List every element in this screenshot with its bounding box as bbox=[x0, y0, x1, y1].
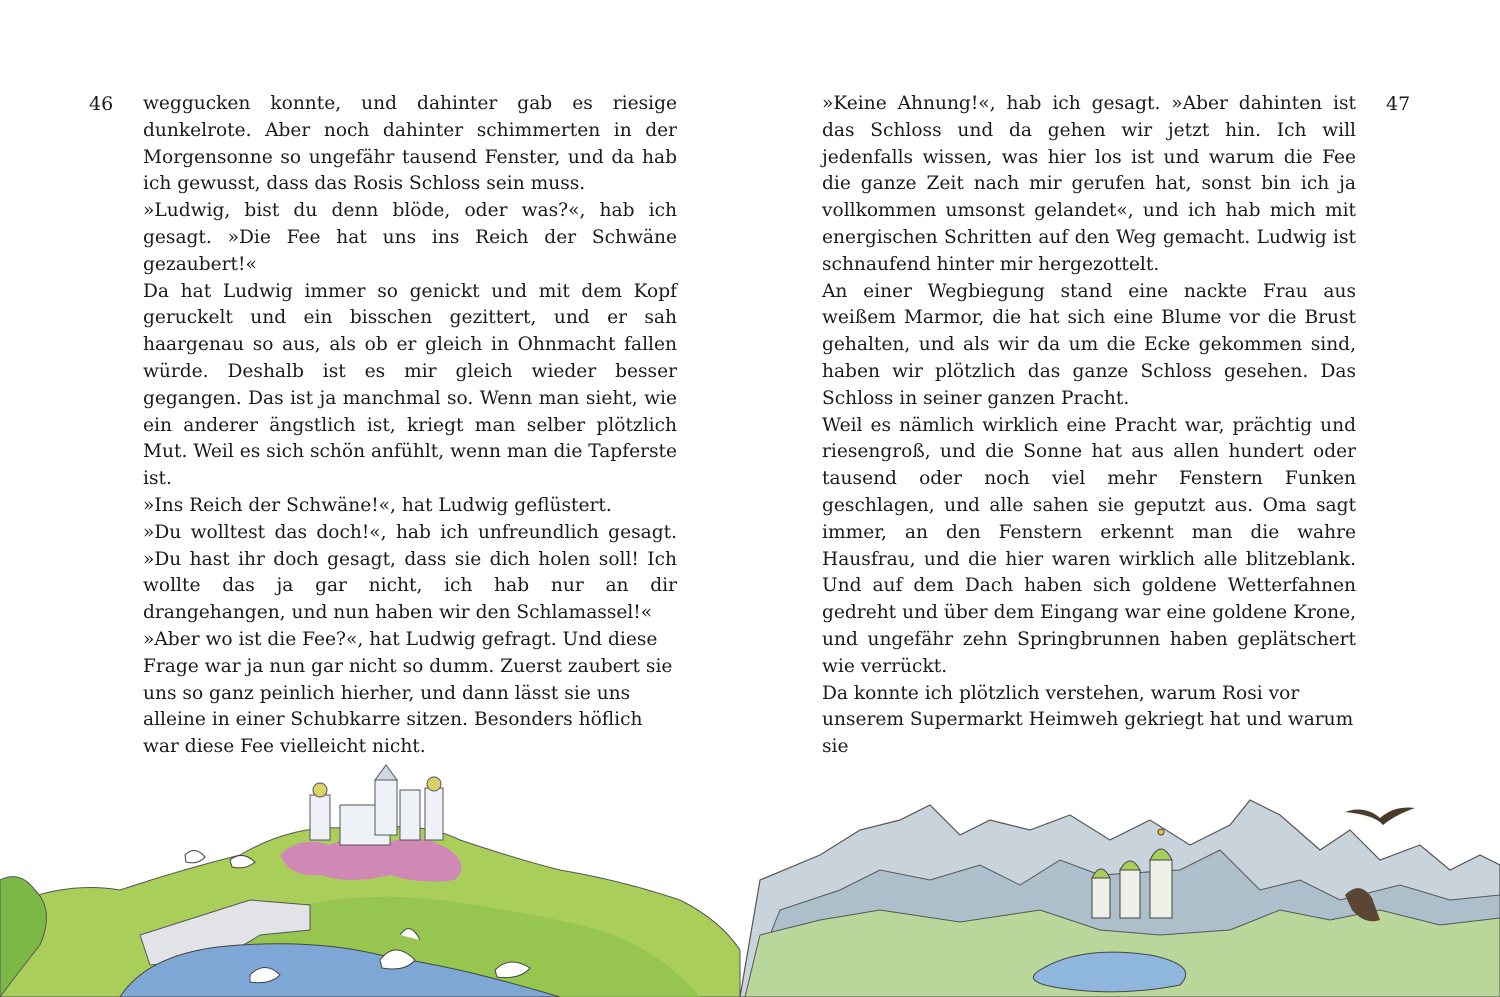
paragraph: weggucken konnte, und dahinter gab es riesige dunkelrote. Aber noch dahinter schimmerten in der Morgensonne so ungefähr tausend Fenster, und da hab ich gewusst, dass das Rosis Schloss sein muss. bbox=[143, 93, 677, 195]
paragraph: Weil es nämlich wirklich eine Pracht war, prächtig und riesengroß, und die Sonne hat aus allen hundert oder tausend oder noch viel mehr Fenstern Funken geschlagen, und alle sahen sie geputzt aus. Oma sagt immer, an den Fenstern erkennt man die wahre Hausfrau, und die hier waren wirklich alle blitzeblank. Und auf dem Dach haben sich goldene Wetterfahnen gedreht und über dem Eingang war eine goldene Krone, und ungefähr zehn Springbrunnen haben geplätschert wie verrückt. bbox=[822, 414, 1356, 677]
paragraph: Da hat Ludwig immer so genickt und mit dem Kopf geruckelt und ein bisschen gezittert, und er sah haargenau so aus, als ob er gleich in Ohnmacht fallen würde. Deshalb ist es mir gleich wieder besser gegangen. Das ist ja manchmal so. Wenn man sieht, wie ein anderer ängstlich ist, kriegt man selber plötzlich Mut. Weil es sich schön anfühlt, wenn man die Tapferste ist. bbox=[143, 280, 677, 490]
landscape-illustration bbox=[0, 760, 1500, 997]
paragraph: »Du wolltest das doch!«, hab ich unfreundlich gesagt. »Du hast ihr doch gesagt, dass sie dich holen soll! Ich wollte das ja gar nicht, ich hab nur an dir drangehangen, und nun haben wir den Schlamassel!« bbox=[143, 521, 677, 624]
paragraph: »Ludwig, bist du denn blöde, oder was?«, hab ich gesagt. »Die Fee hat uns ins Reich der Schwäne gezaubert!« bbox=[143, 200, 677, 275]
paragraph: »Ins Reich der Schwäne!«, hat Ludwig geflüstert. bbox=[143, 494, 612, 516]
paragraph: »Keine Ahnung!«, hab ich gesagt. »Aber dahinten ist das Schloss und da gehen wir jetzt hin. Ich will jedenfalls wissen, was hier los ist und warum die Fee die ganze Zeit nach mir gerufen hat, sonst bin ich ja vollkommen umsonst gelandet«, und ich hab mich mit energischen Schritten auf den Weg gemacht. Ludwig ist schnaufend hinter mir hergezottelt. bbox=[822, 93, 1356, 275]
page-number-left: 46 bbox=[89, 93, 114, 115]
paragraph: »Aber wo ist die Fee?«, hat Ludwig gefragt. Und diese Frage war ja nun gar nicht so dumm. Zuerst zaubert sie uns so ganz peinlich hierher, und dann lässt sie uns alleine in einer Schubkarre sitzen. Besonders höflich war diese Fee vielleicht nicht. bbox=[143, 628, 673, 758]
right-page-text bbox=[822, 91, 1356, 761]
paragraph: Da konnte ich plötzlich verstehen, warum Rosi vor unserem Supermarkt Heimweh gekriegt hat und warum sie bbox=[822, 682, 1354, 758]
paragraph: An einer Wegbiegung stand eine nackte Frau aus weißem Marmor, die hat sich eine Blume vor die Brust gehalten, und als wir da um die Ecke gekommen sind, haben wir plötzlich das ganze Schloss gesehen. Das Schloss in seiner ganzen Pracht. bbox=[822, 280, 1356, 409]
left-page-text bbox=[143, 91, 677, 761]
bird-flying bbox=[1345, 807, 1415, 825]
page-number-right: 47 bbox=[1386, 93, 1411, 115]
